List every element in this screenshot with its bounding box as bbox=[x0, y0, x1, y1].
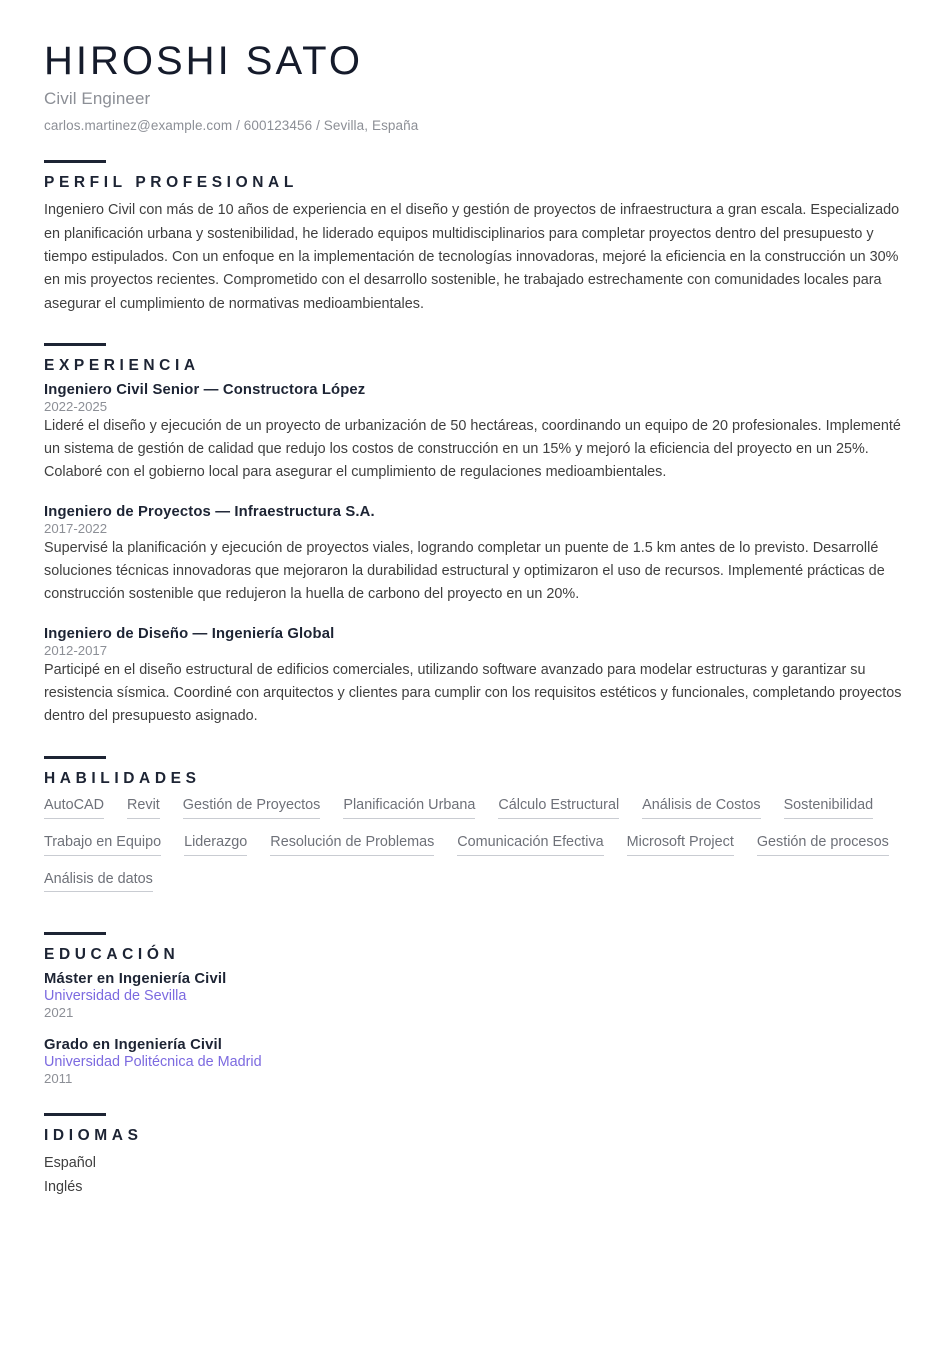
section-skills bbox=[44, 756, 908, 906]
section-profile bbox=[44, 160, 908, 316]
job-description: Supervisé la planificación y ejecución de proyectos viales, logrando completar un puente de 1.5 km antes de lo previsto. Desarrollé soluciones técnicas innovadoras que mejoraron la durabilidad estructural y optimizaron el uso de recursos. Implementé prácticas de construcción sostenible que redujeron la huella de carbono del proyecto en un 20%. bbox=[44, 539, 885, 603]
section-rule bbox=[44, 932, 106, 935]
job-description: Participé en el diseño estructural de edificios comerciales, utilizando software avanzado para modelar estructuras y garantizar su resistencia sísmica. Coordiné con arquitectos y clientes para cumplir con los requisitos estéticos y funcionales, completando proyectos dentro del presupuesto asignado. bbox=[44, 661, 902, 725]
section-experience bbox=[44, 343, 908, 729]
experience-entry bbox=[44, 626, 908, 729]
skill-item: Revit bbox=[127, 795, 160, 819]
section-rule bbox=[44, 756, 106, 759]
candidate-name: HIROSHI SATO bbox=[44, 39, 364, 83]
job-title: Ingeniero Civil Senior — Constructora López bbox=[44, 381, 366, 398]
section-title-education: EDUCACIÓN bbox=[44, 946, 180, 964]
education-degree: Máster en Ingeniería Civil bbox=[44, 971, 227, 988]
profile-text: Ingeniero Civil con más de 10 años de experiencia en el diseño y gestión de proyectos de infraestructura a gran escala. Especializado en planificación urbana y sostenibilidad, he liderado equipos multidisciplinarios para completar proyectos dentro del presupuesto y tiempo estipulados. Con un enfoque en la implementación de tecnologías innovadoras, mejoré la eficiencia en la construcción un 30% en mis proyectos recientes. Comprometido con el desarrollo sostenible, he trabajado estrechamente con comunidades locales para asegurar el cumplimiento de normativas medioambientales. bbox=[44, 202, 900, 312]
section-rule bbox=[44, 343, 106, 346]
experience-entry bbox=[44, 382, 908, 485]
job-dates: 2022-2025 bbox=[44, 398, 108, 414]
skill-item: Microsoft Project bbox=[627, 832, 734, 856]
skill-item: Gestión de procesos bbox=[757, 832, 889, 856]
skill-item: Trabajo en Equipo bbox=[44, 832, 161, 856]
section-rule bbox=[44, 1113, 106, 1116]
job-dates: 2012-2017 bbox=[44, 642, 108, 658]
language-item: Inglés bbox=[44, 1178, 83, 1195]
education-school: Universidad de Sevilla bbox=[44, 988, 187, 1005]
job-title: Ingeniero de Proyectos — Infraestructura S.A. bbox=[44, 503, 375, 520]
education-school: Universidad Politécnica de Madrid bbox=[44, 1054, 262, 1071]
education-year: 2011 bbox=[44, 1071, 73, 1087]
job-description: Lideré el diseño y ejecución de un proyecto de urbanización de 50 hectáreas, coordinando un equipo de 20 profesionales. Implementé un sistema de gestión de calidad que redujo los costos de construcción en un 15% y mejoró la eficiencia del proyecto en un 25%. Colaboré con el gobierno local para asegurar el cumplimiento de regulaciones medioambientales. bbox=[44, 417, 901, 481]
section-title-languages: IDIOMAS bbox=[44, 1127, 143, 1145]
skill-item: Análisis de Costos bbox=[642, 795, 760, 819]
skills-list bbox=[44, 795, 889, 906]
skill-item: Cálculo Estructural bbox=[498, 795, 619, 819]
resume-header bbox=[44, 38, 908, 133]
contact-line: carlos.martinez@example.com / 600123456 / Sevilla, España bbox=[44, 118, 419, 134]
education-year: 2021 bbox=[44, 1005, 74, 1021]
section-education bbox=[44, 932, 908, 1086]
education-degree: Grado en Ingeniería Civil bbox=[44, 1037, 223, 1054]
skill-item: Planificación Urbana bbox=[343, 795, 475, 819]
skill-item: Resolución de Problemas bbox=[270, 832, 434, 856]
section-rule bbox=[44, 160, 106, 163]
education-entry bbox=[44, 1037, 908, 1086]
experience-entry bbox=[44, 504, 908, 607]
skill-item: Comunicación Efectiva bbox=[457, 832, 603, 856]
section-title-skills: HABILIDADES bbox=[44, 769, 201, 787]
candidate-role: Civil Engineer bbox=[44, 89, 151, 109]
skill-item: Liderazgo bbox=[184, 832, 247, 856]
section-languages bbox=[44, 1113, 908, 1199]
education-entry bbox=[44, 971, 908, 1020]
skill-item: Análisis de datos bbox=[44, 869, 153, 893]
job-title: Ingeniero de Diseño — Ingeniería Global bbox=[44, 625, 335, 642]
skill-item: Sostenibilidad bbox=[784, 795, 874, 819]
language-item: Español bbox=[44, 1155, 97, 1172]
job-dates: 2017-2022 bbox=[44, 520, 108, 536]
skill-item: AutoCAD bbox=[44, 795, 104, 819]
section-title-experience: EXPERIENCIA bbox=[44, 356, 200, 374]
skill-item: Gestión de Proyectos bbox=[183, 795, 321, 819]
section-title-profile: PERFIL PROFESIONAL bbox=[44, 174, 298, 192]
